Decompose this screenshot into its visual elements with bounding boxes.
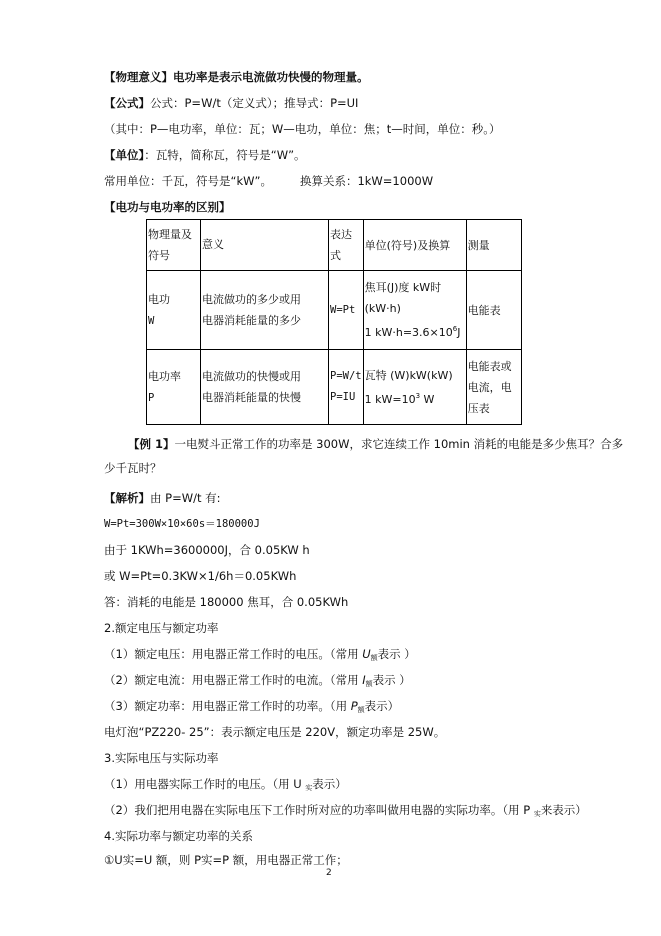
unit-text: ：瓦特，简称瓦，符号是“W”。 [144, 148, 306, 162]
header-cell-expression: 表达 式 [329, 220, 364, 271]
example-line-1 [128, 436, 623, 452]
table-header-row [147, 220, 522, 271]
solution-text: 由 P=W/t 有: [150, 491, 221, 505]
example-text-1: 一电熨斗正常工作的功率是 300W，求它连续工作 10min 消耗的电能是多少焦耳？合多 [174, 437, 624, 451]
unit-line [104, 147, 306, 163]
relation-line-1: ①U实=U 额，则 P实=P 额，用电器正常工作； [104, 853, 348, 867]
cell-work-meaning: 电流做功的多少或用 电器消耗能量的多少 [201, 271, 329, 350]
section-heading-3: 3.实际电压与实际功率 [104, 751, 219, 765]
formula-text: 公式：P=W/t（定义式）；推导式：P=UI [150, 96, 359, 110]
cell-work-measure: 电能表 [466, 271, 521, 350]
solution-step-3: 或 W=Pt=0.3KW×1/6h＝0.05KWh [104, 569, 297, 583]
formula-line [104, 95, 358, 111]
header-cell-meaning: 意义 [201, 220, 329, 271]
common-unit-line [104, 173, 433, 189]
header-cell-measure: 测量 [466, 220, 521, 271]
rated-voltage-line: （1）额定电压：用电器正常工作时的电压。（常用 $U_额$表示 ） [104, 647, 416, 662]
meaning-text: 电功率是表示电流做功快慢的物理量。 [173, 70, 369, 84]
solution-step-1: W=Pt=300W×10×60s＝180000J [104, 518, 260, 530]
cell-work-expression: W=Pt [329, 271, 364, 350]
cell-work-quantity: 电功 W [147, 271, 201, 350]
formula-bracket: 【公式】 [104, 96, 150, 110]
actual-voltage-line: （1）用电器实际工作时的电压。（用 U $_实$表示） [104, 777, 347, 792]
header-cell-unit: 单位(符号)及换算 [363, 220, 466, 271]
solution-line [104, 490, 221, 506]
example-bracket: 【例 1】 [128, 437, 175, 451]
cell-power-expression: P=W/t P=IU [329, 350, 364, 425]
common-unit-text: 常用单位：千瓦，符号是“kW”。 [104, 174, 272, 188]
difference-heading: 【电功与电功率的区别】 [104, 200, 231, 214]
cell-power-measure: 电能表或 电流，电 压表 [466, 350, 521, 425]
header-cell-quantity: 物理量及 符号 [147, 220, 201, 271]
formula-explanation: （其中：P—电功率，单位：瓦；W—电功，单位：焦；t—时间，单位：秒。） [104, 122, 501, 136]
solution-bracket: 【解析】 [104, 491, 150, 505]
cell-power-quantity: 电功率 P [147, 350, 201, 425]
section-heading-2: 2.额定电压与额定功率 [104, 621, 219, 635]
example-line-2: 少千瓦时？ [104, 461, 162, 475]
section-heading-4: 4.实际功率与额定功率的关系 [104, 829, 253, 843]
actual-power-line: （2）我们把用电器在实际电压下工作时所对应的功率叫做用电器的实际功率。（用 P $_实$来表示） [104, 803, 587, 818]
conversion-text: 换算关系：1kW=1000W [299, 174, 434, 188]
cell-work-unit: 焦耳(J)度 kW时 (kW·h) 1 $kW\cdot h=3.6\times 10^6J$ [363, 271, 466, 350]
comparison-table [146, 219, 522, 425]
meaning-bracket: 【物理意义】 [104, 70, 173, 84]
table-row [147, 350, 522, 425]
meaning-line [104, 69, 369, 85]
solution-answer: 答：消耗的电能是 180000 焦耳，合 0.05KWh [104, 595, 349, 609]
cell-power-meaning: 电流做功的快慢或用 电器消耗能量的快慢 [201, 350, 329, 425]
rated-power-line: （3）额定功率：用电器正常工作时的功率。（用 $P_额$表示） [104, 699, 400, 714]
unit-bracket: 【单位】 [104, 148, 145, 162]
page-number: 2 [326, 868, 332, 878]
solution-step-2: 由于 1KWh=3600000J，合 0.05KW h [104, 543, 310, 557]
cell-power-unit: 瓦特 (W)kW(kW) 1 $kW=10^3$ W [363, 350, 466, 425]
table-row [147, 271, 522, 350]
rated-current-line: （2）额定电流：用电器正常工作时的电流。（常用 $I_额$表示 ） [104, 673, 411, 688]
bulb-rating-line: 电灯泡“PZ220- 25”：表示额定电压是 220V，额定功率是 25W。 [104, 725, 446, 739]
